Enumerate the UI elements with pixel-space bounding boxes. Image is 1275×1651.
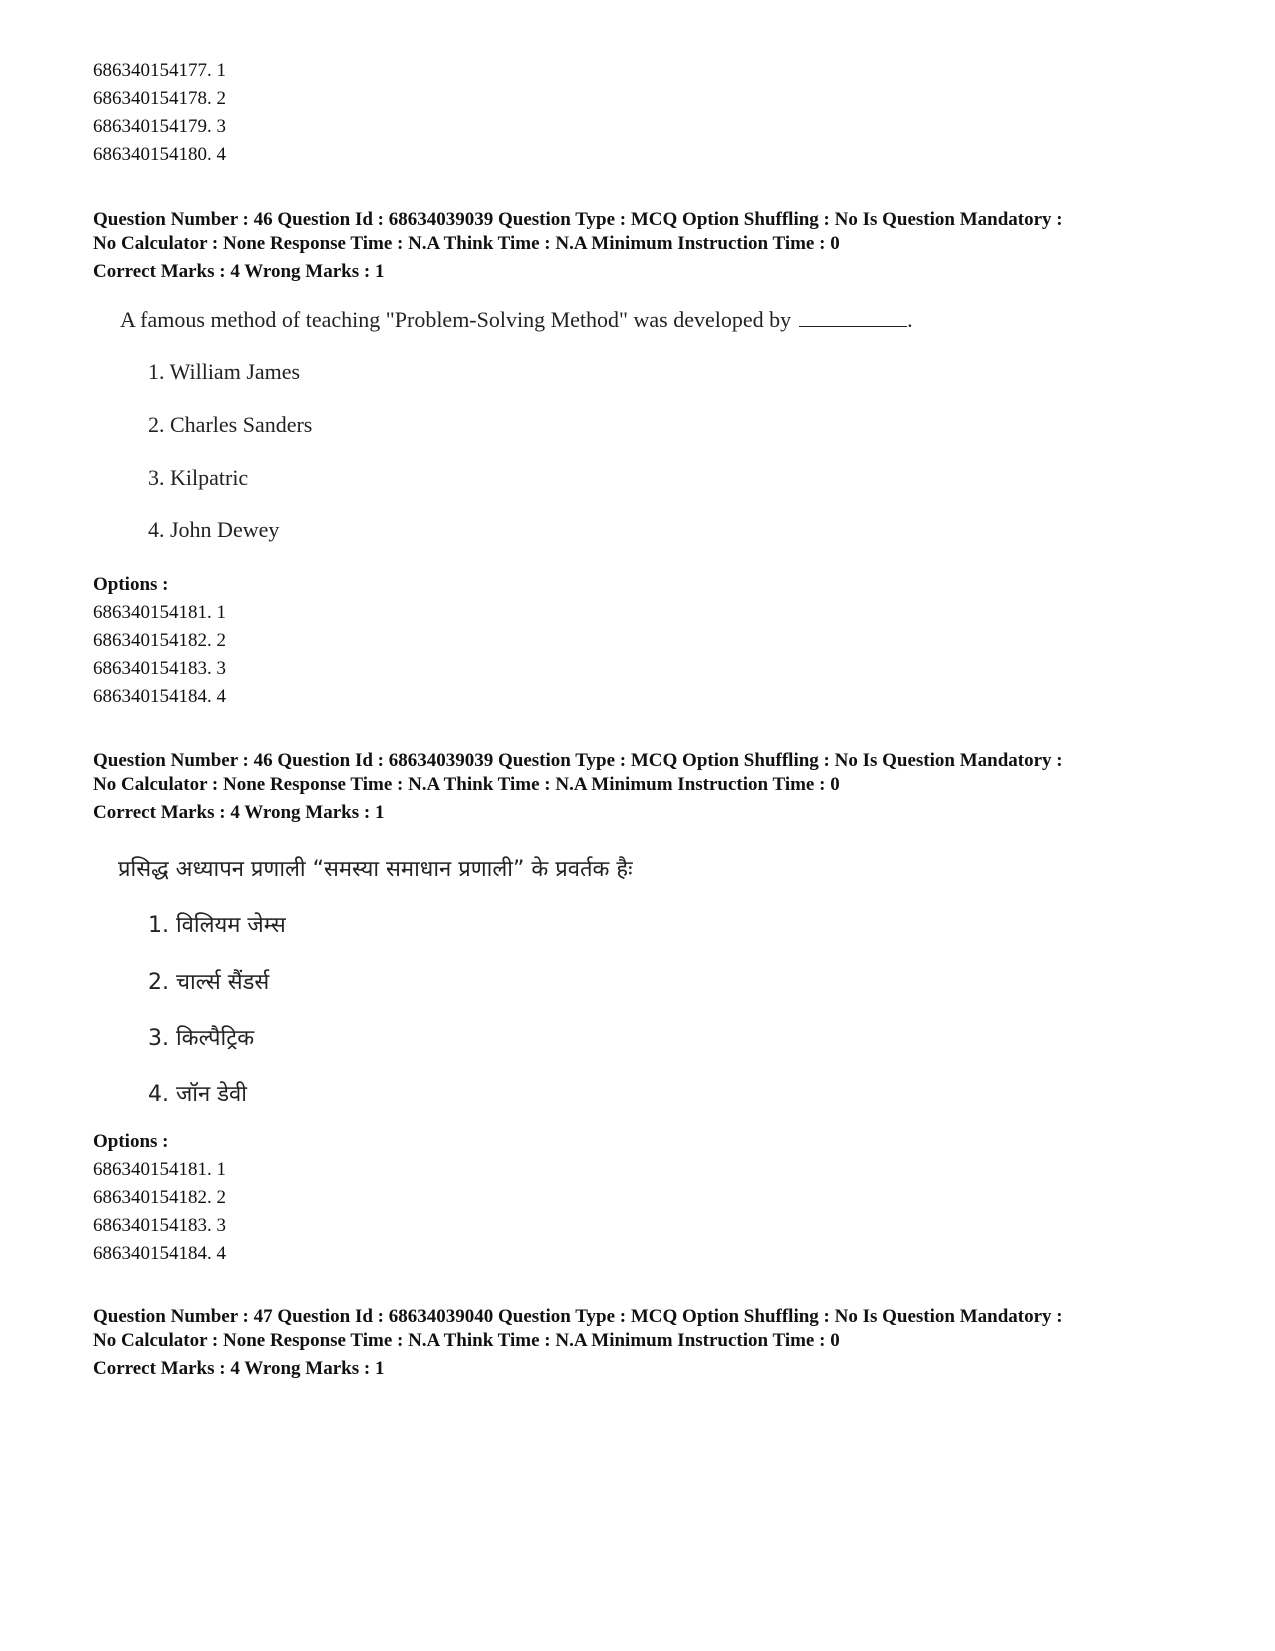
q46-en-marks: Correct Marks : 4 Wrong Marks : 1 [93,261,385,282]
q46-hi-meta-line1: Question Number : 46 Question Id : 68634039039 Question Type : MCQ Option Shuffling : No Is Question Mandatory : [93,750,1063,771]
q46-hi-option-1: 686340154181. 1 [93,1159,226,1180]
top-option-2: 686340154178. 2 [93,88,226,109]
q46-en-meta-line2: No Calculator : None Response Time : N.A Think Time : N.A Minimum Instruction Time : 0 [93,233,840,254]
q46-en-option-2: 686340154182. 2 [93,630,226,651]
q46-hi-option-2: 686340154182. 2 [93,1187,226,1208]
q46-en-question-end: . [907,307,913,332]
q46-en-question-text: A famous method of teaching "Problem-Solving Method" was developed by [120,307,792,332]
q46-en-choice-2: 2. Charles Sanders [148,412,313,437]
q46-hi-marks: Correct Marks : 4 Wrong Marks : 1 [93,802,385,823]
q46-hi-choice-1: 1. विलियम जेम्स [148,913,286,938]
q46-en-options-label: Options : [93,574,169,595]
q46-en-option-1: 686340154181. 1 [93,602,226,623]
q46-hi-question: प्रसिद्ध अध्यापन प्रणाली “समस्या समाधान प्रणाली” के प्रवर्तक हैः [118,857,633,882]
q46-hi-choice-4: 4. जॉन डेवी [148,1082,247,1107]
top-option-4: 686340154180. 4 [93,144,226,165]
q47-meta-line1: Question Number : 47 Question Id : 68634039040 Question Type : MCQ Option Shuffling : No Is Question Mandatory : [93,1306,1063,1327]
q46-en-option-3: 686340154183. 3 [93,658,226,679]
q46-hi-choice-3: 3. किल्पैट्रिक [148,1026,255,1051]
q46-en-question [120,307,913,333]
q46-en-choice-3: 3. Kilpatric [148,465,249,490]
q47-marks: Correct Marks : 4 Wrong Marks : 1 [93,1358,385,1379]
q46-en-option-4: 686340154184. 4 [93,686,226,707]
q46-hi-meta-line2: No Calculator : None Response Time : N.A Think Time : N.A Minimum Instruction Time : 0 [93,774,840,795]
q46-en-choice-1: 1. William James [148,359,301,384]
q46-hi-option-3: 686340154183. 3 [93,1215,226,1236]
q46-en-choice-4: 4. John Dewey [148,517,280,542]
q46-hi-choice-2: 2. चार्ल्स सैंडर्स [148,970,270,995]
top-option-3: 686340154179. 3 [93,116,226,137]
answer-blank [799,308,907,327]
q46-hi-option-4: 686340154184. 4 [93,1243,226,1264]
top-option-1: 686340154177. 1 [93,60,226,81]
q46-en-meta-line1: Question Number : 46 Question Id : 68634039039 Question Type : MCQ Option Shuffling : No Is Question Mandatory : [93,209,1063,230]
q46-hi-options-label: Options : [93,1131,169,1152]
q47-meta-line2: No Calculator : None Response Time : N.A Think Time : N.A Minimum Instruction Time : 0 [93,1330,840,1351]
